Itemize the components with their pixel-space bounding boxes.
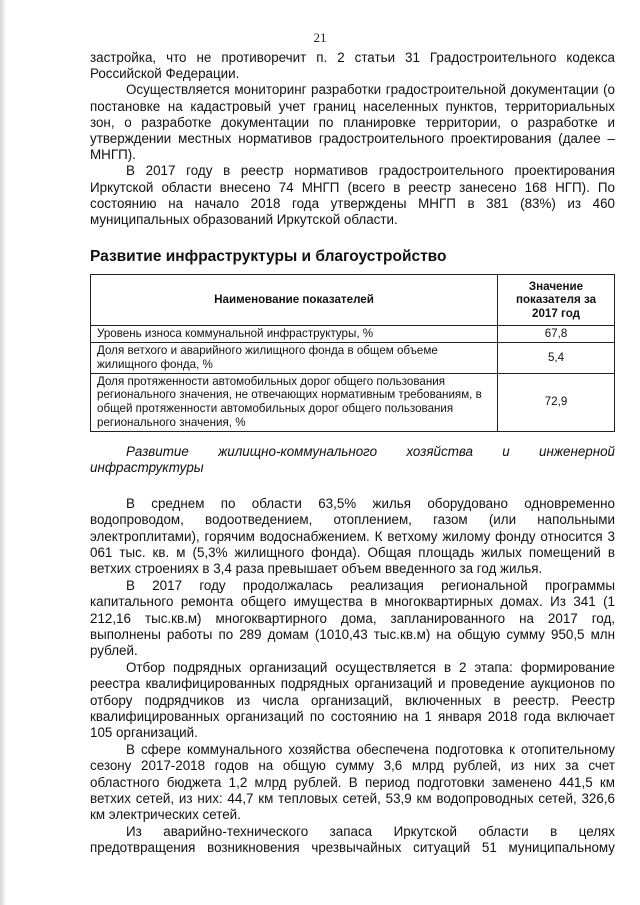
- page-content: [90, 50, 615, 857]
- table-cell-name: Доля протяженности автомобильных дорог общего пользования регионального значения, не отвечающих нормативным требованиям, в общей протяженности автомобильных дорог общего пользования регионального значения, %: [91, 373, 498, 431]
- table-cell-name: Доля ветхого и аварийного жилищного фонда в общем объеме жилищного фонда, %: [91, 343, 498, 374]
- scan-edge: [0, 0, 5, 905]
- paragraph-registry: В 2017 году в реестр нормативов градостроительного проектирования Иркутской области внесено 74 МНГП (всего в реестр занесено 168 НГП). По состоянию на начало 2018 года утверждены МНГП в 381 (83%) из 460 муниципальных образований Иркутской области.: [90, 163, 615, 228]
- paragraph-emergency-reserve: Из аварийно-технического запаса Иркутской области в целях предотвращения возникновения чрезвычайных ситуаций 51 муниципальному: [90, 824, 615, 856]
- paragraph-monitoring: Осуществляется мониторинг разработки градостроительной документации (о постановке на кадастровый учет границ населенных пунктов, территориальных зон, о разработке документации по планировке территории, о разработке и утверждении местных нормативов градостроительного проектирования (далее – МНГП).: [90, 82, 615, 163]
- table-header-name: Наименование показателей: [91, 275, 498, 326]
- table-row: [91, 373, 615, 431]
- table-header-value: Значение показателя за 2017 год: [498, 275, 615, 326]
- section-heading: Развитие инфраструктуры и благоустройство: [90, 248, 447, 266]
- table-cell-name: Уровень износа коммунальной инфраструктуры, %: [91, 326, 498, 343]
- paragraph-continuation: застройка, что не противоречит п. 2 статьи 31 Градостроительного кодекса Российской Федерации.: [90, 50, 615, 82]
- paragraph-heating-season: В сфере коммунального хозяйства обеспечена подготовка к отопительному сезону 2017-2018 годов на общую сумму 3,6 млрд рублей, из них за счет областного бюджета 1,2 млрд рублей. В период подготовки заменено 441,5 км ветхих сетей, из них: 44,7 км тепловых сетей, 53,9 км водопроводных сетей, 326,6 км электрических сетей.: [90, 742, 615, 823]
- paragraph-housing: В среднем по области 63,5% жилья оборудовано одновременно водопроводом, водоотведением, отоплением, газом (или напольными электроплитами), горячим водоснабжением. К ветхому жилому фонду относится 3 061 тыс. кв. м (5,3% жилищного фонда). Общая площадь жилых помещений в ветхих строениях в 3,4 раза превышает объем введенного за год жилья.: [90, 496, 615, 577]
- table-cell-value: 72,9: [498, 373, 615, 431]
- table-header-row: [91, 275, 615, 326]
- paragraph-contractors: Отбор подрядных организаций осуществляется в 2 этапа: формирование реестра квалифицированных подрядных организаций и проведение аукционов по отбору подрядчиков из числа организаций, включенных в реестр. Реестр квалифицированных организаций по состоянию на 1 января 2018 года включает 105 организаций.: [90, 660, 615, 741]
- paragraph-capital-repair: В 2017 году продолжалась реализация региональной программы капитального ремонта общего имущества в многоквартирных домах. Из 341 (1 212,16 тыс.кв.м) многоквартирного дома, запланированного на 2017 год, выполнены работы по 289 домам (1010,43 тыс.кв.м) на общую сумму 950,5 млн рублей.: [90, 578, 615, 659]
- indicators-table: [90, 274, 615, 432]
- page-number: 21: [313, 30, 327, 45]
- table-cell-value: 67,8: [498, 326, 615, 343]
- table-cell-value: 5,4: [498, 343, 615, 374]
- table-row: [91, 326, 615, 343]
- subsection-heading: Развитие жилищно-коммунального хозяйства и инженерной инфраструктуры: [90, 443, 615, 476]
- table-row: [91, 343, 615, 374]
